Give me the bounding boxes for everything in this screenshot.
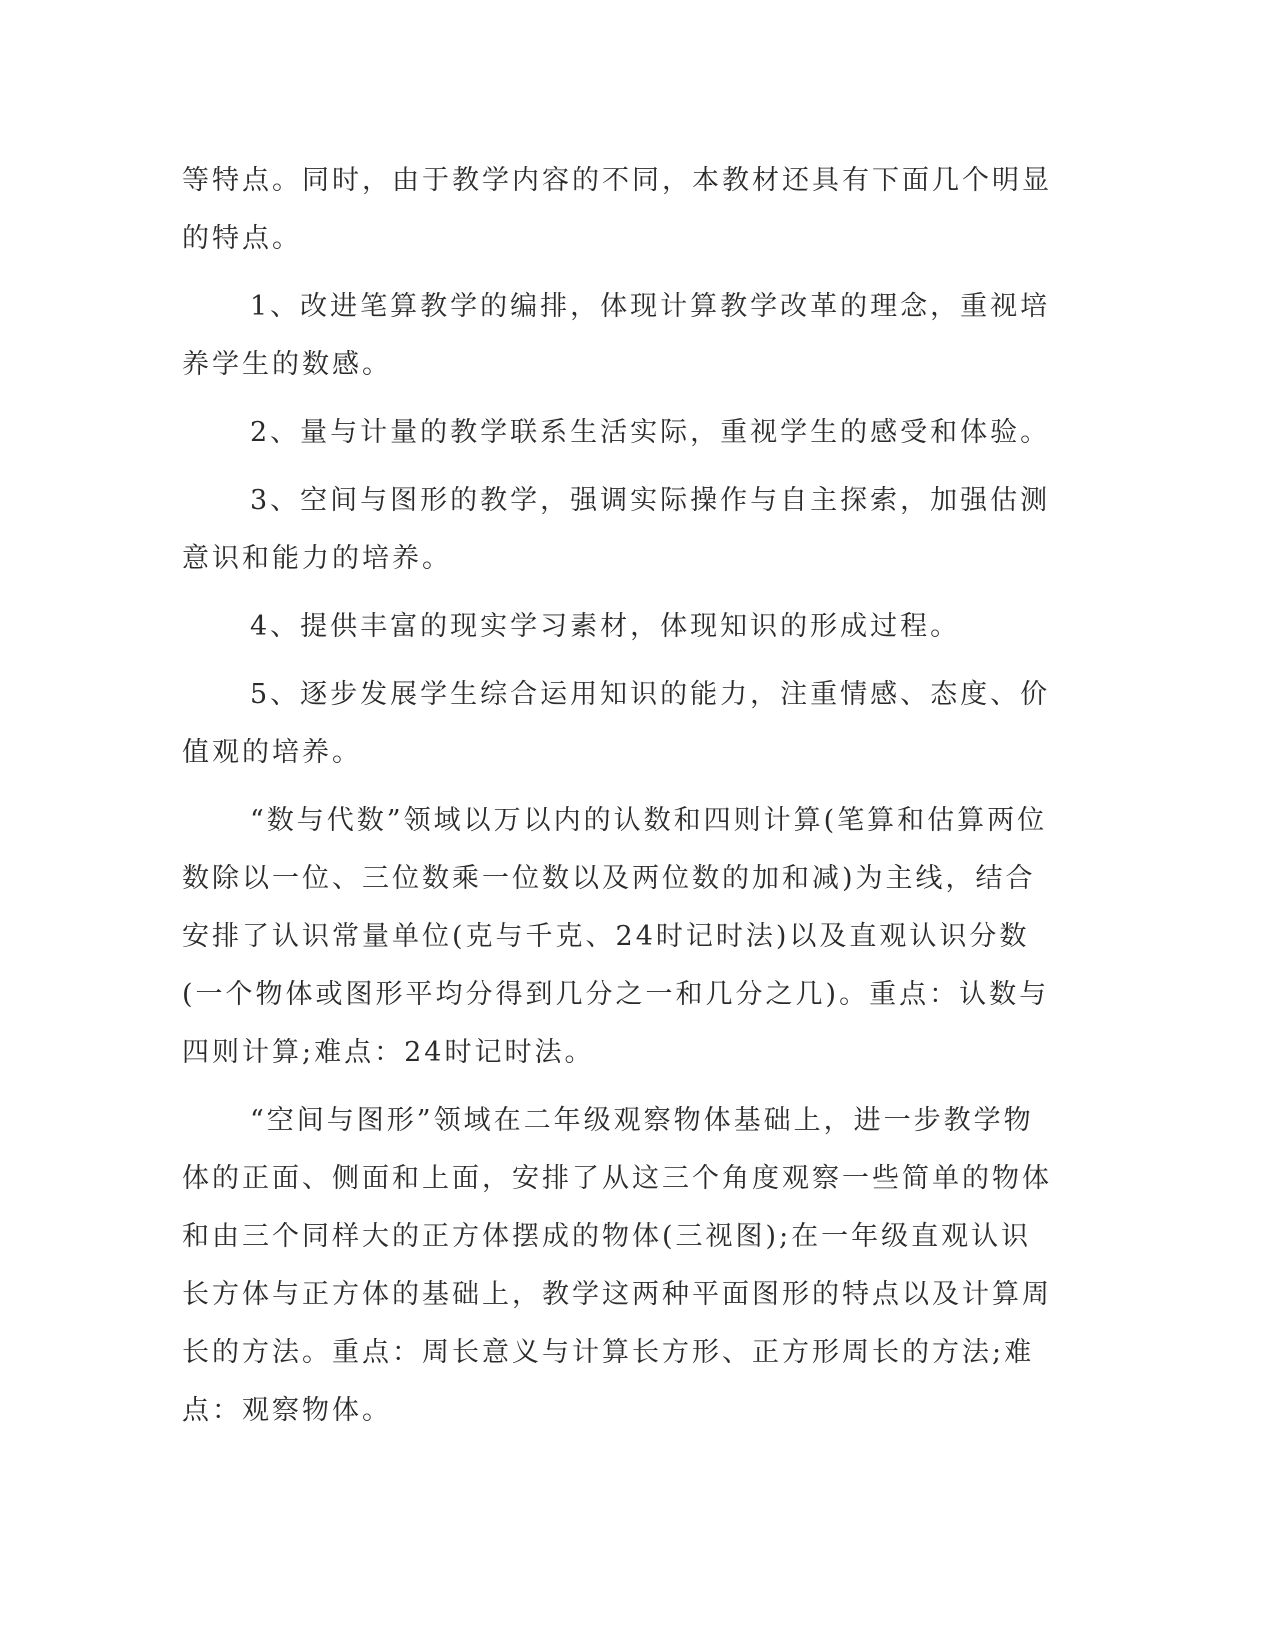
paragraph-intro: 等特点。同时，由于教学内容的不同，本教材还具有下面几个明显的特点。 (182, 165, 1052, 254)
paragraph-feature-5: 5、逐步发展学生综合运用知识的能力，注重情感、态度、价值观的培养。 (182, 679, 1051, 768)
paragraph-feature-3: 3、空间与图形的教学，强调实际操作与自主探索，加强估测意识和能力的培养。 (182, 485, 1051, 574)
paragraph-feature-4: 4、提供丰富的现实学习素材，体现知识的形成过程。 (250, 611, 961, 642)
paragraph-number-algebra: “数与代数”领域以万以内的认数和四则计算(笔算和估算两位数除以一位、三位数乘一位数以及两位数的加和减)为主线，结合安排了认识常量单位(克与千克、24时记时法)以及直观认识分数(一个物体或图形平均分得到几分之一和几分之几)。重点：认数与四则计算;难点：24时记时法。 (182, 805, 1050, 1068)
document-body (182, 152, 1052, 1450)
paragraph-space-geometry: “空间与图形”领域在二年级观察物体基础上，进一步教学物体的正面、侧面和上面，安排了从这三个角度观察一些简单的物体和由三个同样大的正方体摆成的物体(三视图);在一年级直观认识长方体与正方体的基础上，教学这两种平面图形的特点以及计算周长的方法。重点：周长意义与计算长方形、正方形周长的方法;难点：观察物体。 (182, 1105, 1052, 1426)
paragraph-feature-2: 2、量与计量的教学联系生活实际，重视学生的感受和体验。 (250, 417, 1051, 448)
paragraph-feature-1: 1、改进笔算教学的编排，体现计算教学改革的理念，重视培养学生的数感。 (182, 291, 1051, 380)
